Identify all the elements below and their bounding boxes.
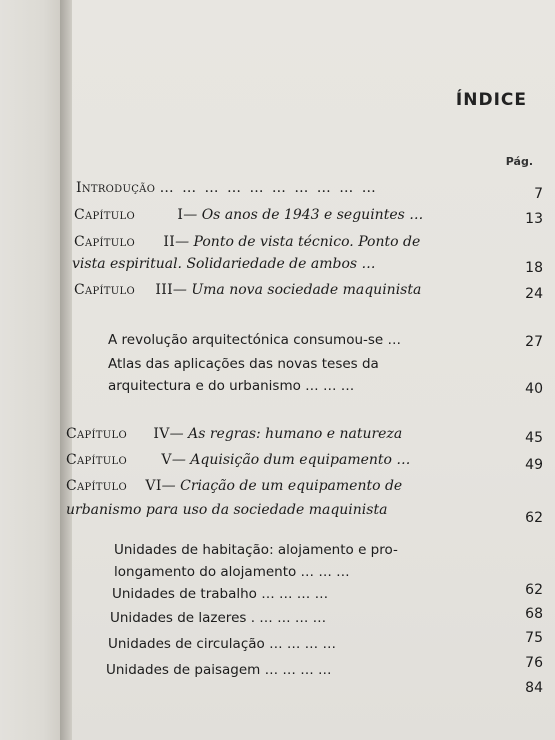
toc-entry-unidades-trabalho: Unidades de trabalho … … … … (112, 586, 329, 602)
toc-entry-capitulo-6: Capítulo VI— Criação de um equipamento de (66, 478, 403, 494)
toc-entry-unidades-habitacao: Unidades de habitação: alojamento e pro- (114, 542, 398, 558)
facing-page-edge (0, 0, 62, 740)
page-title: ÍNDICE (455, 90, 527, 110)
toc-entry-capitulo-4: Capítulo IV— As regras: humano e natureza (66, 426, 403, 442)
toc-page-number: 75 (525, 630, 543, 646)
toc-page-number: 76 (525, 655, 543, 671)
index-page (66, 0, 555, 740)
toc-page-number: 62 (525, 510, 543, 526)
toc-page-number: 18 (525, 260, 543, 276)
toc-entry-revolucao: A revolução arquitectónica consumou-se … (108, 332, 402, 348)
toc-entry-unidades-paisagem: Unidades de paisagem … … … … (106, 662, 332, 678)
toc-page-number: 13 (525, 211, 543, 227)
toc-page-number: 7 (534, 186, 543, 202)
toc-entry-introducao: Introdução … … … … … … … … … … (76, 180, 378, 196)
toc-page-number: 62 (525, 582, 543, 598)
toc-entry-capitulo-3: Capítulo III— Uma nova sociedade maquinista (74, 282, 422, 298)
toc-page-number: 24 (525, 286, 543, 302)
toc-entry-capitulo-1: Capítulo I— Os anos de 1943 e seguintes … (74, 207, 424, 223)
toc-entry-capitulo-6-cont: urbanismo para uso da sociedade maquinista (66, 502, 388, 518)
toc-entry-capitulo-5: Capítulo V— Aquisição dum equipamento … (66, 452, 411, 468)
toc-entry-unidades-lazeres: Unidades de lazeres . … … … … (110, 610, 327, 626)
toc-page-number: 49 (525, 457, 543, 473)
toc-entry-capitulo-2: Capítulo II— Ponto de vista técnico. Ponto de (74, 234, 421, 250)
toc-page-number: 84 (525, 680, 543, 696)
toc-entry-capitulo-2-cont: vista espiritual. Solidariedade de ambos … (72, 256, 376, 272)
toc-page-number: 45 (525, 430, 543, 446)
toc-entry-atlas-cont: arquitectura e do urbanismo … … … (108, 378, 355, 394)
toc-page-number: 68 (525, 606, 543, 622)
toc-entry-unidades-circulacao: Unidades de circulação … … … … (108, 636, 336, 652)
toc-page-number: 27 (525, 334, 543, 350)
toc-entry-atlas: Atlas das aplicações das novas teses da (108, 356, 379, 372)
page-column-header: Pág. (505, 155, 533, 168)
toc-entry-unidades-habitacao-cont: longamento do alojamento … … … (114, 564, 350, 580)
toc-page-number: 40 (525, 381, 543, 397)
